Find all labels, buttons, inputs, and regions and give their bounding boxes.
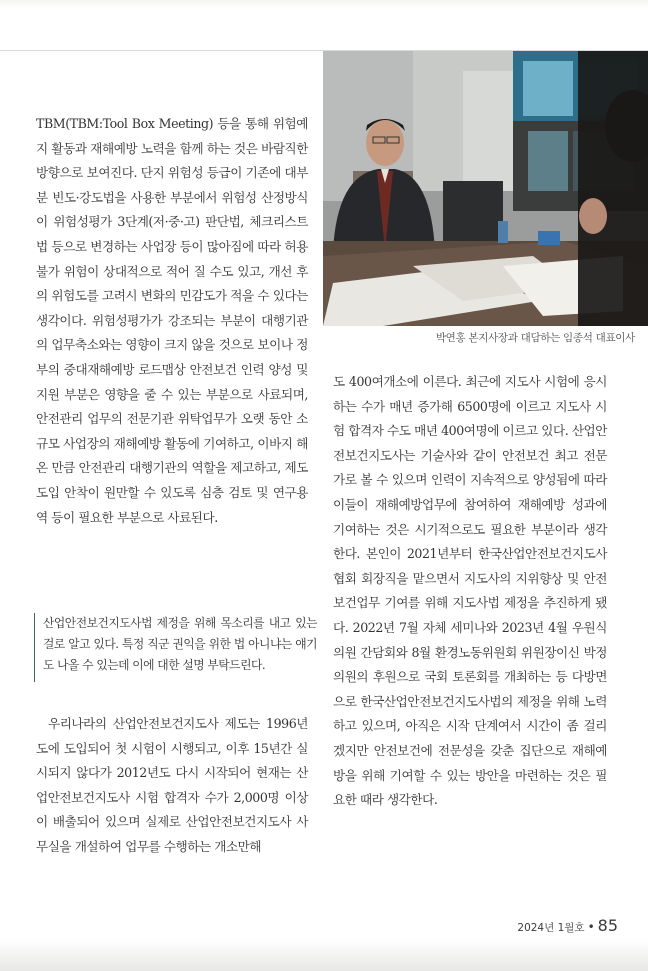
photo-caption: 박연홍 본지사장과 대담하는 임종석 대표이사	[435, 332, 635, 344]
question-text: 산업안전보건지도사법 제정을 위해 목소리를 내고 있는 걸로 알고 있다. 특정 직군 권익을 위한 법 아니냐는 얘기도 나올 수 있는데 이에 대한 설명 부탁드린다.	[43, 616, 317, 672]
article-paragraph-2-text: 우리나라의 산업안전보건지도사 제도는 1996년도에 도입되어 첫 시험이 시행되고, 이후 15년간 실시되지 않다가 2012년도 다시 시작되어 현재는 산업안전보건지도사 시험 합격자 수가 2,000명 이상이 배출되어 있으며 실제로 산업안전보건지도사 사무실을 개설하여 업무를 수행하는 개소만해	[36, 716, 308, 854]
interview-photo	[323, 51, 648, 326]
issue-label: 2024년 1월호	[517, 922, 585, 934]
interview-question	[34, 613, 317, 676]
article-paragraph-1: TBM(TBM:Tool Box Meeting) 등을 통해 위험예지 활동과 재해예방 노력을 함께 하는 것은 바람직한 방향으로 보여진다. 단지 위험성 등급이 기존에 대부분 빈도·강도법을 사용한 부분에서 위험성 산정방식이 위험성평가 3단계(저·중·고) 판단법, 체크리스트법 등으로 변경하는 사업장 등이 많아짐에 따라 허용불가 위험이 상대적으로 적어 질 수도 있고, 개선 후의 위험도를 고려시 변화의 민감도가 적을 수 있다는 생각이다. 위험성평가가 강조되는 부분이 대행기관의 업무축소와는 영향이 크지 않을 것으로 보이나 정부의 중대재해예방 로드맵상 안전보건 인력 양성 및 지원 부분은 영향을 줄 수 있는 부분으로 사료되며, 안전관리 업무의 전문기관 위탁업무가 오랫 동안 소규모 사업장의 재해예방 활동에 기여하고, 이바지 해온 만큼 안전관리 대행기관의 역할을 제고하고, 제도도입 안착이 원만할 수 있도록 심층 검토 및 연구용역 등이 필요한 부분으로 사료된다.	[36, 116, 308, 525]
page-number: 85	[597, 916, 618, 935]
footer-separator: •	[587, 920, 595, 934]
page-footer	[517, 916, 618, 935]
article-paragraph-3: 도 400여개소에 이른다. 최근에 지도사 시험에 응시하는 수가 매년 증가해 6500명에 이르고 지도사 시험 합격자 수도 매년 400여명에 이르고 있다. 산업안전보건지도사는 기술사와 같이 안전보건 최고 전문가로 볼 수 있으며 인력이 지속적으로 양성됨에 따라 이들이 재해예방업무에 참여하여 재해예방 성과에 기여하는 것은 시기적으로도 필요한 부분이라 생각한다. 본인이 2021년부터 한국산업안전보건지도사협회 회장직을 맡으면서 지도사의 지위향상 및 안전보건업무 기여를 위해 지도사법 제정을 추진하게 됐다. 2022년 7월 자체 세미나와 2023년 4월 우원식 의원 간담회와 8월 환경노동위원회 위원장이신 박정 의원의 후원으로 국회 토론회를 개최하는 등 다방면으로 한국산업안전보건지도사법의 제정을 위해 노력하고 있으며, 아직은 시작 단계여서 시간이 좀 걸리겠지만 안전보건에 전문성을 갖춘 집단으로 재해예방을 위해 기여할 수 있는 방안을 마련하는 것은 필요한 때라 생각한다.	[333, 374, 607, 808]
article-paragraph-2	[36, 712, 308, 860]
question-accent-bar	[34, 676, 36, 682]
page-bottom-band	[0, 946, 648, 971]
